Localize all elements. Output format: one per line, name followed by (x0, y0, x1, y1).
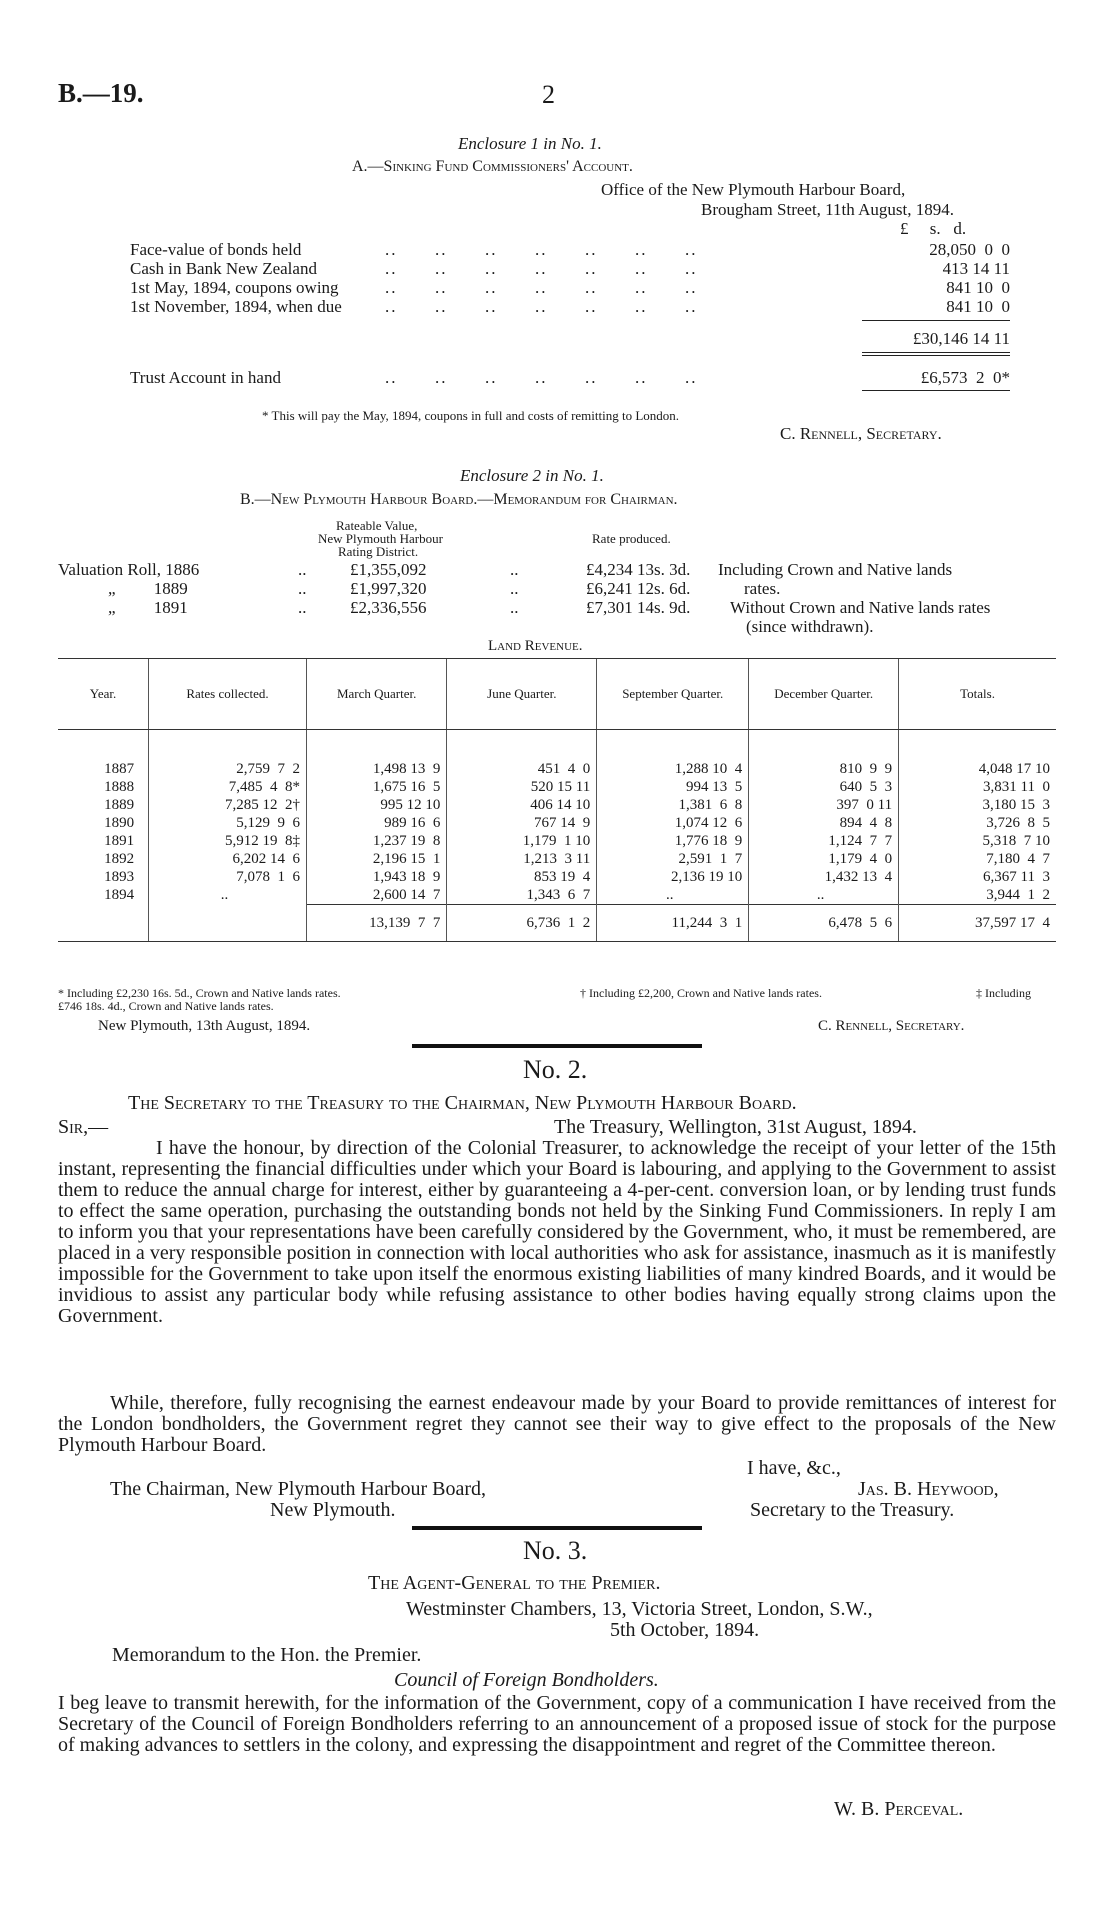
no2-closing: I have, &c., (747, 1457, 841, 1479)
cell-june: 1,213 3 11 (447, 850, 597, 868)
cell-march: 1,675 16 5 (306, 778, 446, 796)
cell-june: 451 4 0 (447, 760, 597, 778)
no2-addressee-2: New Plymouth. (270, 1499, 396, 1521)
cell-december: 1,432 13 4 (749, 868, 899, 886)
cell-year: 1893 (104, 869, 135, 885)
col-rateable-line2: New Plymouth Harbour (318, 531, 443, 546)
cell-september: .. (597, 886, 749, 905)
cell-year: 1890 (104, 815, 135, 831)
footnote-ddagger-cont: £746 18s. 4d., Crown and Native lands rates. (58, 999, 274, 1013)
footnote-dagger: † Including £2,200, Crown and Native lands rates. (580, 986, 822, 1000)
trust-rule (862, 390, 1010, 391)
col-march: March Quarter. (306, 659, 446, 730)
enclosure-2-title: Enclosure 2 in No. 1. (460, 466, 604, 485)
total-cell-march: 13,139 7 7 (306, 905, 446, 942)
total-rule (862, 355, 1010, 356)
cell-year: 1891 (104, 833, 135, 849)
office-line-1: Office of the New Plymouth Harbour Board, (601, 180, 906, 199)
cell-september: 2,136 19 10 (597, 868, 749, 886)
no3-title: No. 3. (523, 1536, 588, 1565)
no2-signer-title: Secretary to the Treasury. (750, 1499, 955, 1521)
cell-september: 2,591 1 7 (597, 850, 749, 868)
valuation-note: rates. (744, 579, 781, 598)
table-row (58, 814, 1056, 832)
valuation-value: £1,997,320 (350, 579, 427, 598)
table-row (58, 886, 1056, 905)
no3-signature: W. B. Perceval. (834, 1798, 964, 1820)
cell-december: 810 9 9 (749, 760, 899, 778)
cell-september: 1,074 12 6 (597, 814, 749, 832)
account-row: 1st November, 1894, when due .. .. .. .. .. .. .. 841 10 0 (130, 297, 1010, 316)
valuation-note: Without Crown and Native lands rates (730, 598, 991, 617)
cell-june: 1,343 6 7 (447, 886, 597, 905)
enclosure-1-footnote: * This will pay the May, 1894, coupons in full and costs of remitting to London. (262, 408, 680, 423)
no3-heading: The Agent-General to the Premier. (368, 1572, 661, 1594)
account-amount: 841 10 0 (946, 297, 1010, 316)
total-empty (58, 905, 149, 942)
col-rateable-line1: Rateable Value, (336, 518, 418, 533)
account-label: 1st November, 1894, when due (130, 297, 342, 316)
no3-memo: Memorandum to the Hon. the Premier. (112, 1644, 422, 1666)
cell-december: 894 4 8 (749, 814, 899, 832)
cell-year: 1887 (104, 761, 135, 777)
footnote-star: * Including £2,230 16s. 5d., Crown and Native lands rates. (58, 986, 341, 1000)
cell-september: 994 13 5 (597, 778, 749, 796)
cell-september: 1,381 6 8 (597, 796, 749, 814)
total-empty (149, 905, 307, 942)
totals-row (58, 905, 1056, 942)
cell-march: 2,196 15 1 (306, 850, 446, 868)
land-revenue-table (58, 658, 1056, 942)
no2-salutation: Sir,— (58, 1116, 109, 1138)
table-header-row (58, 659, 1056, 730)
table-row (58, 832, 1056, 850)
trust-label: Trust Account in hand (130, 368, 281, 387)
cell-rates: 7,485 4 8* (149, 778, 307, 796)
table-row (58, 868, 1056, 886)
total-cell-total: 37,597 17 4 (899, 905, 1056, 942)
cell-year: 1888 (104, 779, 135, 795)
valuation-rate: £7,301 14s. 9d. (586, 598, 691, 617)
no2-address: The Treasury, Wellington, 31st August, 1894. (554, 1116, 917, 1138)
cell-december: 640 5 3 (749, 778, 899, 796)
table-row (58, 796, 1056, 814)
cell-march: 1,943 18 9 (306, 868, 446, 886)
account-amount: 841 10 0 (946, 278, 1010, 297)
cell-december: 1,124 7 7 (749, 832, 899, 850)
valuation-note-extra: (since withdrawn). (746, 617, 874, 636)
cell-september: 1,776 18 9 (597, 832, 749, 850)
cell-total: 7,180 4 7 (899, 850, 1056, 868)
table-row (58, 850, 1056, 868)
cell-year: 1892 (104, 851, 135, 867)
enclosure-1-signature: C. Rennell, Secretary. (780, 424, 942, 443)
account-row: 1st May, 1894, coupons owing .. .. .. .. .. .. .. 841 10 0 (130, 278, 1010, 297)
cell-total: 3,831 11 0 (899, 778, 1056, 796)
enclosure-1-title: Enclosure 1 in No. 1. (458, 134, 602, 153)
total-cell-december: 6,478 5 6 (749, 905, 899, 942)
account-label: Face-value of bonds held (130, 240, 302, 259)
valuation-label: „ 1889 (108, 579, 188, 598)
section-divider (412, 1044, 702, 1048)
page-number: 2 (542, 80, 555, 109)
cell-rates: .. (149, 886, 307, 905)
cell-total: 3,944 1 2 (899, 886, 1056, 905)
col-rateable-line3: Rating District. (338, 544, 419, 559)
cell-june: 853 19 4 (447, 868, 597, 886)
currency-header: £ s. d. (900, 219, 967, 238)
account-label: Cash in Bank New Zealand (130, 259, 317, 278)
col-december: December Quarter. (749, 659, 899, 730)
account-row: Cash in Bank New Zealand .. .. .. .. .. .. .. 413 14 11 (130, 259, 1010, 278)
cell-rates: 5,129 9 6 (149, 814, 307, 832)
cell-june: 767 14 9 (447, 814, 597, 832)
valuation-note: Including Crown and Native lands (718, 560, 953, 579)
cell-rates: 2,759 7 2 (149, 760, 307, 778)
cell-march: 2,600 14 7 (306, 886, 446, 905)
valuation-rate: £6,241 12s. 6d. (586, 579, 691, 598)
account-total: £30,146 14 11 (912, 329, 1010, 348)
col-june: June Quarter. (447, 659, 597, 730)
trust-row: Trust Account in hand .. .. .. .. .. .. .. £6,573 2 0* (130, 368, 1010, 387)
cell-march: 989 16 6 (306, 814, 446, 832)
table-row (58, 778, 1056, 796)
land-revenue-title: Land Revenue. (488, 638, 583, 654)
no3-paragraph-1: I beg leave to transmit herewith, for the information of the Government, copy of a communication I have received from the Secretary of the Council of Foreign Bondholders referring to an announcement of a proposed issue of stock for the purpose of making advances to settlers in the colony, and expressing the disappointment and regret of the Committee thereon. (58, 1692, 1056, 1756)
cell-march: 995 12 10 (306, 796, 446, 814)
no3-subtitle: Council of Foreign Bondholders. (394, 1669, 659, 1691)
account-amount: 413 14 11 (942, 259, 1010, 278)
enclosure-1-heading: A.—Sinking Fund Commissioners' Account. (352, 158, 633, 175)
col-rates-collected: Rates collected. (149, 659, 307, 730)
cell-march: 1,237 19 8 (306, 832, 446, 850)
total-cell-june: 6,736 1 2 (447, 905, 597, 942)
valuation-rate: £4,234 13s. 3d. (586, 560, 691, 579)
cell-total: 3,726 8 5 (899, 814, 1056, 832)
valuation-label: Valuation Roll, 1886 (58, 560, 200, 579)
cell-june: 1,179 1 10 (447, 832, 597, 850)
account-amount: 28,050 0 0 (929, 240, 1010, 259)
cell-rates: 7,078 1 6 (149, 868, 307, 886)
no2-signer-name: Jas. B. Heywood, (858, 1478, 999, 1500)
col-rate-produced: Rate produced. (592, 531, 671, 546)
enclosure-2-heading: B.—New Plymouth Harbour Board.—Memorandum for Chairman. (240, 491, 678, 508)
cell-september: 1,288 10 4 (597, 760, 749, 778)
section-divider (412, 1526, 702, 1530)
enclosure-2-place-date: New Plymouth, 13th August, 1894. (98, 1018, 311, 1034)
valuation-value: £2,336,556 (350, 598, 427, 617)
valuation-label: „ 1891 (108, 598, 188, 617)
cell-june: 520 15 11 (447, 778, 597, 796)
cell-rates: 5,912 19 8‡ (149, 832, 307, 850)
account-row: Face-value of bonds held .. .. .. .. .. .. .. 28,050 0 0 (130, 240, 1010, 259)
footnote-ddagger: ‡ Including (976, 986, 1031, 1000)
no3-address-1: Westminster Chambers, 13, Victoria Street, London, S.W., (406, 1598, 873, 1620)
cell-december: 397 0 11 (749, 796, 899, 814)
cell-year: 1889 (104, 797, 135, 813)
no2-paragraph-1: I have the honour, by direction of the Colonial Treasurer, to acknowledge the receipt of your letter of the 15th instant, representing the financial difficulties under which your Board is labouring, and applying to the Government to assist them to reduce the annual charge for interest, either by guaranteeing a 4-per-cent. conversion loan, or by lending trust funds to effect the same operation, purchasing the outstanding bonds not held by the Sinking Fund Commissioners. In reply I am to inform you that your representations have been carefully considered by the Government, who, it must be remembered, are placed in a very responsible position in connection with local authorities who ask for assistance, inasmuch as it is manifestly impossible for the Government to take upon itself the enormous existing liabilities of many kindred Boards, and it would be invidious to assist any particular body while refusing assistance to other bodies having equally strong claims upon the Government. (58, 1137, 1056, 1327)
col-september: September Quarter. (597, 659, 749, 730)
table-row (58, 760, 1056, 778)
enclosure-2-signature: C. Rennell, Secretary. (818, 1018, 965, 1034)
cell-year: 1894 (104, 887, 135, 903)
no2-paragraph-2: While, therefore, fully recognising the earnest endeavour made by your Board to provide remittances of interest for the London bondholders, the Government regret they cannot see their way to give effect to the proposals of the New Plymouth Harbour Board. (58, 1392, 1056, 1456)
cell-december: 1,179 4 0 (749, 850, 899, 868)
cell-total: 5,318 7 10 (899, 832, 1056, 850)
no2-title: No. 2. (523, 1055, 588, 1084)
cell-june: 406 14 10 (447, 796, 597, 814)
cell-march: 1,498 13 9 (306, 760, 446, 778)
sum-rule (862, 320, 1010, 321)
document-reference: B.—19. (58, 78, 144, 108)
account-label: 1st May, 1894, coupons owing (130, 278, 339, 297)
no2-heading: The Secretary to the Treasury to the Chairman, New Plymouth Harbour Board. (128, 1092, 797, 1114)
office-line-2: Brougham Street, 11th August, 1894. (701, 200, 954, 219)
cell-december: .. (749, 886, 899, 905)
total-cell-september: 11,244 3 1 (597, 905, 749, 942)
col-year: Year. (58, 659, 149, 730)
valuation-value: £1,355,092 (350, 560, 427, 579)
cell-total: 4,048 17 10 (899, 760, 1056, 778)
trust-amount: £6,573 2 0* (920, 368, 1010, 387)
cell-rates: 6,202 14 6 (149, 850, 307, 868)
total-rule (862, 352, 1010, 353)
cell-total: 6,367 11 3 (899, 868, 1056, 886)
cell-rates: 7,285 12 2† (149, 796, 307, 814)
cell-total: 3,180 15 3 (899, 796, 1056, 814)
no3-address-2: 5th October, 1894. (610, 1619, 760, 1641)
no2-addressee-1: The Chairman, New Plymouth Harbour Board, (110, 1478, 487, 1500)
col-totals: Totals. (899, 659, 1056, 730)
